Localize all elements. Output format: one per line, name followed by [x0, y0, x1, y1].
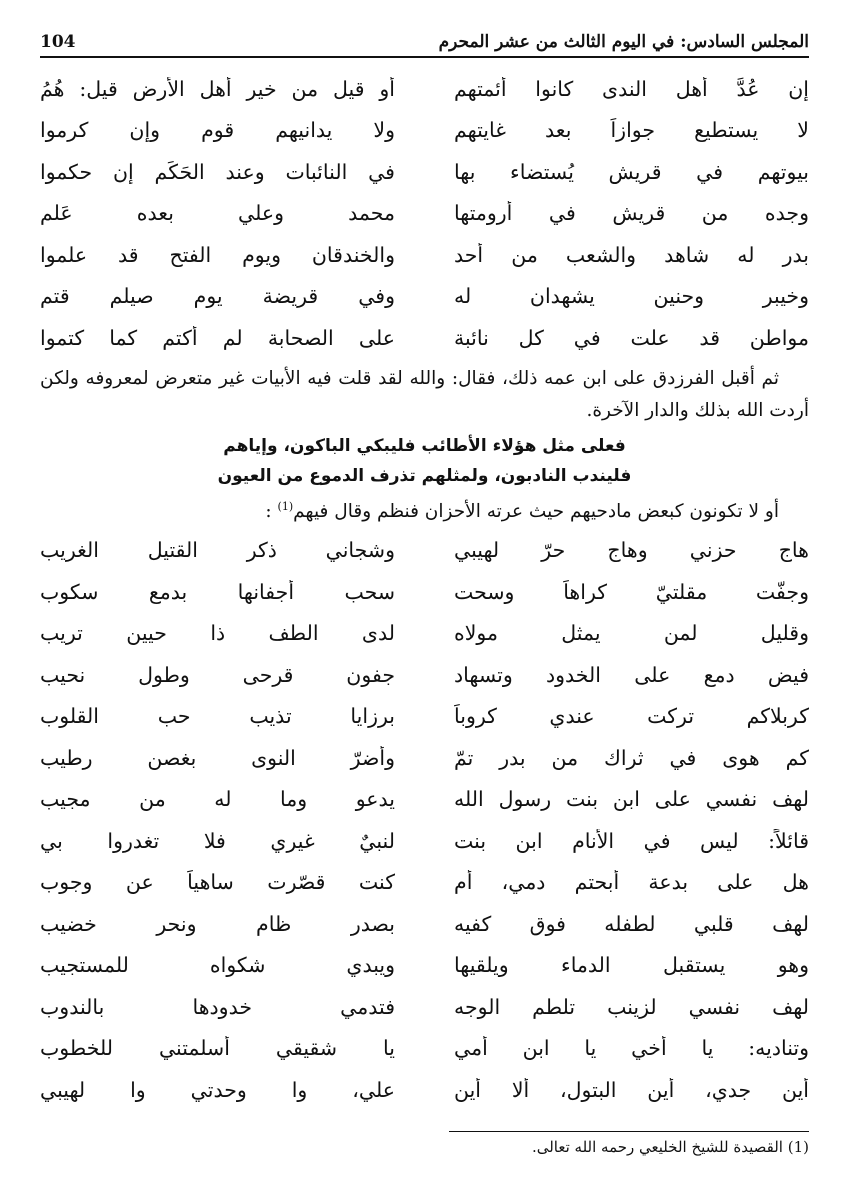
second-hemistich: وأضرّ النوى بغصن رطيب [40, 745, 395, 770]
second-hemistich: يا شقيقي أسلمتني للخطوب [40, 1036, 395, 1061]
verse [40, 234, 809, 276]
page [40, 28, 809, 1111]
bold-line: فليندب النادبون، ولمثلهم تذرف الدموع من العيون [217, 465, 632, 486]
verse [40, 696, 809, 738]
second-hemistich: أو قيل من خير أهل الأرض قيل: هُمُ [40, 76, 395, 101]
first-hemistich: قائلاً: ليس في الأنام ابن بنت [454, 828, 809, 853]
second-hemistich: والخندقان ويوم الفتح قد علموا [40, 242, 395, 267]
verse [40, 1028, 809, 1070]
chapter-title: المجلس السادس: في اليوم الثالث من عشر المحرم [438, 32, 809, 52]
verse [40, 654, 809, 696]
verse [40, 571, 809, 613]
second-hemistich: سحب أجفانها بدمع سكوب [40, 579, 395, 604]
verse [40, 276, 809, 318]
first-hemistich: هل على بدعة أبحتم دمي، أم [454, 870, 809, 895]
verse [40, 110, 809, 152]
verse [40, 945, 809, 987]
first-hemistich: أين جدي، أين البتول، ألا أين [454, 1077, 809, 1102]
footnote-reference[interactable]: (1) [277, 499, 294, 513]
first-hemistich: بيوتهم في قريش يُستضاء بها [454, 159, 809, 184]
second-hemistich: جفون قرحى وطول نحيب [40, 662, 395, 687]
verse [40, 1069, 809, 1111]
page-number: 104 [40, 32, 76, 52]
second-hemistich: بصدر ظام ونحر خضيب [40, 911, 395, 936]
intro-colon: : [265, 500, 272, 522]
verse [40, 779, 809, 821]
footnote-text: القصيدة للشيخ الخليعي رحمه الله تعالى. [531, 1138, 783, 1156]
running-header [40, 28, 809, 58]
first-hemistich: كربلاكم تركت عندي كروباً [454, 704, 809, 729]
second-hemistich: ويبدي شكواه للمستجيب [40, 953, 395, 978]
poem-first [40, 68, 809, 359]
verse [40, 530, 809, 572]
footnote-marker: (1) [787, 1138, 809, 1156]
first-hemistich: وهو يستقبل الدماء ويلقيها [454, 953, 809, 978]
first-hemistich: وجفّت مقلتيّ كراهاً وسحت [454, 579, 809, 604]
first-hemistich: لهف قلبي لطفله فوق كفيه [454, 911, 809, 936]
second-hemistich: فتدمي خدودها بالندوب [40, 994, 395, 1019]
verse [40, 903, 809, 945]
first-hemistich: وجده من قريش في أرومتها [454, 201, 809, 226]
first-hemistich: لهف نفسي على ابن بنت رسول الله [454, 787, 809, 812]
second-hemistich: محمد وعلي بعده عَلم [40, 201, 395, 226]
first-hemistich: مواطن قد علت في كل نائبة [454, 325, 809, 350]
first-hemistich: وقليل لمن يمثل مولاه [454, 621, 809, 646]
second-hemistich: وفي قريضة يوم صيلم قتم [40, 284, 395, 309]
first-hemistich: هاج حزني وهاج حرّ لهيبي [454, 538, 809, 563]
second-hemistich: في النائبات وعند الحَكَم إن حكموا [40, 159, 395, 184]
verse [40, 613, 809, 655]
verse [40, 862, 809, 904]
first-hemistich: كم هوى في ثراك من بدر تمّ [454, 745, 809, 770]
second-hemistich: لدى الطف ذا حيين تريب [40, 621, 395, 646]
first-hemistich: إن عُدَّ أهل الندى كانوا أئمتهم [454, 76, 809, 101]
second-hemistich: على الصحابة لم أكتم كما كتموا [40, 325, 395, 350]
poem-intro [40, 491, 809, 528]
first-hemistich: لهف نفسي لزينب تلطم الوجه [454, 994, 809, 1019]
verse [40, 737, 809, 779]
verse [40, 193, 809, 235]
prose-paragraph [40, 363, 809, 427]
first-hemistich: بدر له شاهد والشعب من أُحد [454, 242, 809, 267]
second-hemistich: يدعو وما له من مجيب [40, 787, 395, 812]
second-hemistich: كنت قصّرت ساهياً عن وجوب [40, 870, 395, 895]
first-hemistich: لا يستطيع جوازاً بعد غايتهم [454, 118, 809, 143]
first-hemistich: وتناديه: يا أخي يا ابن أمي [454, 1036, 809, 1061]
second-hemistich: برزايا تذيب حب القلوب [40, 704, 395, 729]
verse [40, 820, 809, 862]
second-hemistich: ولا يدانيهم قوم وإن كرموا [40, 118, 395, 143]
second-hemistich: لنبيٌ غيري فلا تغدروا بي [40, 828, 395, 853]
verse [40, 151, 809, 193]
verse [40, 986, 809, 1028]
footnote [532, 1138, 809, 1156]
second-hemistich: علي، وا وحدتي وا لهيبي [40, 1077, 395, 1102]
prose-text: ثم أقبل الفرزدق على ابن عمه ذلك، فقال: والله لقد قلت فيه الأبيات غير متعرض لمعروفه ولكن أردت الله بذلك والدار الآخرة. [40, 367, 809, 421]
intro-text: أو لا تكونون كبعض مادحيهم حيث عرته الأحزان فنظم وقال فيهم [293, 500, 779, 522]
first-hemistich: فيض دمع على الخدود وتسهاد [454, 662, 809, 687]
verse [40, 68, 809, 110]
poem-second [40, 530, 809, 1111]
footnote-divider [449, 1131, 809, 1132]
first-hemistich: وخيبر وحنين يشهدان له [454, 284, 809, 309]
second-hemistich: وشجاني ذكر القتيل الغريب [40, 538, 395, 563]
bold-line: فعلى مثل هؤلاء الأطائب فليبكي الباكون، وإياهم [223, 435, 626, 456]
bold-passage [40, 431, 809, 491]
verse [40, 317, 809, 359]
